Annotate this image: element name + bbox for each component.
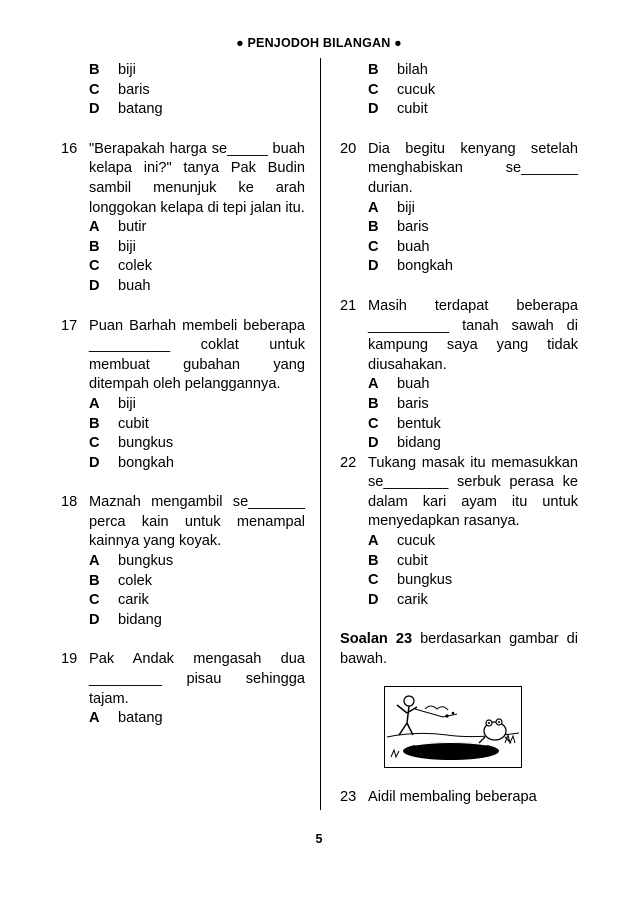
section-heading-q23: Soalan 23 berdasarkan gambar di bawah. [340,631,578,668]
question-19: 19 Pak Andak mengasah dua _________ pisau sehingga tajam. [61,650,305,709]
option-q22-a: A cucuk [368,533,436,550]
question-stem: Tukang masak itu memasukkan se________ serbuk perasa ke dalam kari ayam itu untuk menyedapkan rasanya. [368,454,578,530]
option-q21-a: A buah [368,376,430,393]
question-stem: Maznah mengambil se_______ perca kain untuk menampal kainnya yang koyak. [89,494,305,550]
question-18: 18 Maznah mengambil se_______ perca kain untuk menampal kainnya yang koyak. [61,493,305,552]
question-20: 20 Dia begitu kenyang setelah menghabiskan se_______ durian. [340,140,578,199]
question-22: 22 Tukang masak itu memasukkan se________ serbuk perasa ke dalam kari ayam itu untuk menyedapkan rasanya. [340,454,578,532]
option-q16-b: B biji [89,238,136,255]
question-stem: Puan Barhah membeli beberapa __________ coklat untuk membuat gubahan yang ditempah oleh pelanggannya. [89,317,305,393]
question-stem: Aidil membaling beberapa [368,788,537,805]
option-q15-d: D batang [89,101,163,118]
option-q18-a: A bungkus [89,553,174,570]
question-21: 21 Masih terdapat beberapa __________ tanah sawah di kampung saya yang tidak diusahakan. [340,297,578,375]
right-column [340,61,578,807]
option-q19-d: D cubit [368,101,428,118]
illustration-boy-throwing-at-frog [384,686,522,768]
option-q16-a: A butir [89,219,147,236]
option-q21-c: C bentuk [368,415,441,432]
left-column [61,61,305,729]
option-q17-b: B cubit [89,415,149,432]
option-q22-d: D carik [368,591,428,608]
option-q22-c: C bungkus [368,572,453,589]
option-q16-d: D buah [89,277,151,294]
option-q19-b: B bilah [368,62,428,78]
question-23: 23 Aidil membaling beberapa [340,788,578,808]
question-17: 17 Puan Barhah membeli beberapa __________ coklat untuk membuat gubahan yang ditempah oleh pelanggannya. [61,317,305,395]
option-q15-c: C baris [89,81,150,98]
option-q21-d: D bidang [368,435,441,452]
option-q21-b: B baris [368,395,429,412]
option-q18-c: C carik [89,592,149,609]
question-16: 16 "Berapakah harga se_____ buah kelapa ini?" tanya Pak Budin sambil menunjuk ke arah longgokan kelapa di tepi jalan itu. [61,140,305,218]
option-q16-c: C colek [89,258,153,275]
option-q18-b: B colek [89,572,153,589]
question-stem: "Berapakah harga se_____ buah kelapa ini?" tanya Pak Budin sambil menunjuk ke arah longgokan kelapa di tepi jalan itu. [89,140,305,216]
option-q18-d: D bidang [89,611,162,628]
option-q17-a: A biji [89,395,136,412]
option-q22-b: B cubit [368,552,428,569]
page-header: ● PENJODOH BILANGAN ● [236,36,402,50]
option-q20-d: D bongkah [368,258,453,275]
option-q19-a: A batang [89,710,163,727]
column-divider [320,58,321,810]
option-q17-d: D bongkah [89,454,174,471]
option-q15-b: B biji [89,62,136,78]
question-stem: Pak Andak mengasah dua _________ pisau sehingga tajam. [89,651,305,707]
illustration-drawing [385,687,521,767]
option-q19-c: C cucuk [368,81,436,98]
option-q20-b: B baris [368,219,429,236]
question-stem: Masih terdapat beberapa __________ tanah sawah di kampung saya yang tidak diusahakan. [368,297,578,373]
option-q17-c: C bungkus [89,435,174,452]
page-number: 5 [315,832,323,846]
question-stem: Dia begitu kenyang setelah menghabiskan se_______ durian. [368,140,578,196]
option-q20-c: C buah [368,238,430,255]
option-q20-a: A biji [368,199,415,216]
